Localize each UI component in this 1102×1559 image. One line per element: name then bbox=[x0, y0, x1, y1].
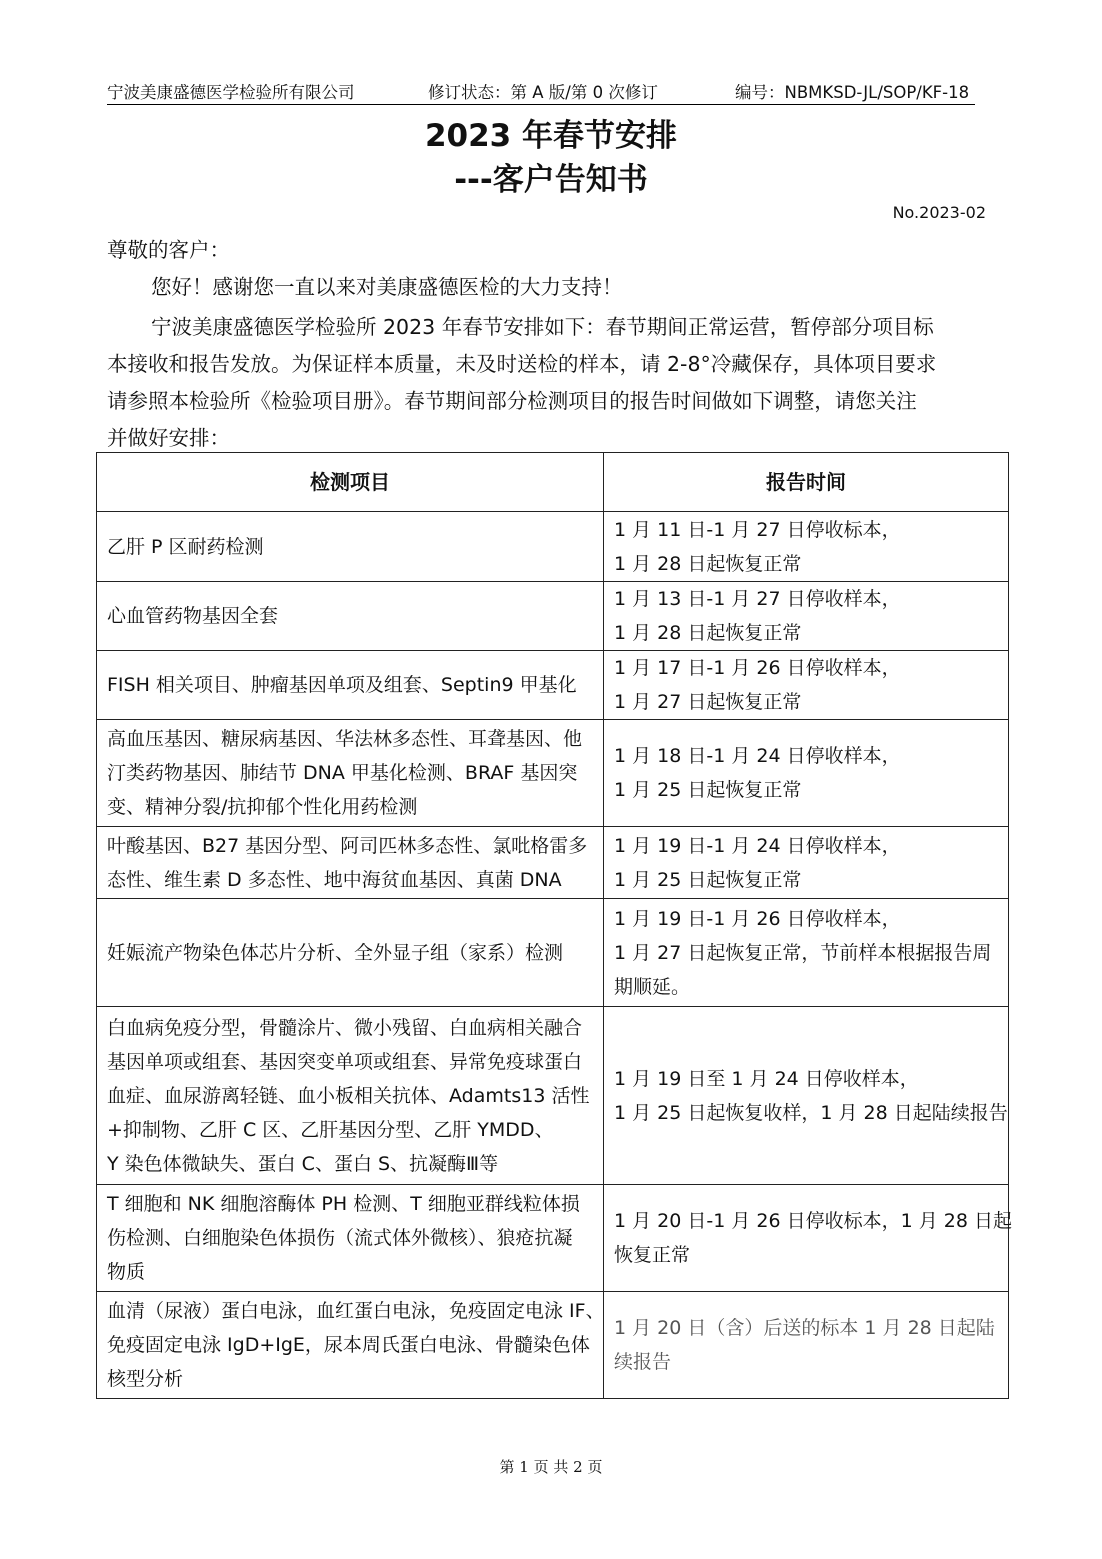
schedule-table-wrap bbox=[96, 452, 1013, 1399]
body-line: 并做好安排： bbox=[107, 426, 230, 450]
time-cell bbox=[604, 720, 1009, 827]
item-cell bbox=[97, 1292, 604, 1399]
time-text: 1 月 28 日起恢复正常 bbox=[614, 622, 802, 644]
thanks-line: 您好！感谢您一直以来对美康盛德医检的大力支持！ bbox=[151, 275, 623, 299]
time-text: 1 月 25 日起恢复收样，1 月 28 日起陆续报告 bbox=[614, 1101, 1008, 1124]
time-cell bbox=[604, 1292, 1009, 1399]
time-cell bbox=[604, 899, 1009, 1007]
item-cell bbox=[97, 827, 604, 899]
item-text: FISH 相关项目、肿瘤基因单项及组套、Septin9 甲基化 bbox=[107, 674, 577, 696]
body-paragraph bbox=[107, 309, 936, 457]
item-text: 免疫固定电泳 IgD+IgE，尿本周氏蛋白电泳、骨髓染色体 bbox=[107, 1334, 590, 1356]
item-text: 妊娠流产物染色体芯片分析、全外显子组（家系）检测 bbox=[107, 941, 564, 964]
item-text: 血清（尿液）蛋白电泳，血红蛋白电泳，免疫固定电泳 IF、 bbox=[107, 1300, 605, 1322]
table-row bbox=[97, 512, 1009, 582]
title-sub: ---客户告知书 bbox=[454, 162, 648, 198]
revision-status: 修订状态：第 A 版/第 0 次修订 bbox=[428, 83, 658, 102]
column-header-item: 检测项目 bbox=[97, 453, 604, 512]
time-cell bbox=[604, 582, 1009, 651]
table-row bbox=[97, 651, 1009, 720]
title-main: 2023 年春节安排 bbox=[424, 118, 678, 154]
item-text: 物质 bbox=[107, 1261, 146, 1283]
time-text: 1 月 20 日（含）后送的标本 1 月 28 日起陆 bbox=[614, 1317, 995, 1339]
time-text: 1 月 25 日起恢复正常 bbox=[614, 868, 802, 891]
item-text: 血症、血尿游离轻链、血小板相关抗体、Adamts13 活性 bbox=[107, 1084, 590, 1107]
time-text: 1 月 17 日-1 月 26 日停收样本， bbox=[614, 657, 901, 679]
table-row bbox=[97, 1185, 1009, 1292]
item-text: 变、精神分裂/抗抑郁个性化用药检测 bbox=[107, 796, 418, 818]
time-cell bbox=[604, 827, 1009, 899]
time-text: 1 月 28 日起恢复正常 bbox=[614, 552, 802, 575]
table-row bbox=[97, 899, 1009, 1007]
item-text: 伤检测、白细胞染色体损伤（流式体外微核）、狼疮抗凝 bbox=[107, 1227, 573, 1249]
time-text: 1 月 19 日-1 月 24 日停收样本， bbox=[614, 834, 901, 857]
notice-number: No.2023-02 bbox=[892, 203, 986, 222]
time-text: 恢复正常 bbox=[614, 1244, 691, 1266]
item-text: 白血病免疫分型，骨髓涂片、微小残留、白血病相关融合 bbox=[107, 1016, 583, 1039]
item-text: 基因单项或组套、基因突变单项或组套、异常免疫球蛋白 bbox=[107, 1050, 583, 1073]
time-text: 续报告 bbox=[614, 1351, 672, 1373]
item-text: 乙肝 P 区耐药检测 bbox=[107, 535, 264, 558]
document-code: 编号：NBMKSD-JL/SOP/KF-18 bbox=[735, 83, 970, 102]
item-cell bbox=[97, 1007, 604, 1185]
column-header-time: 报告时间 bbox=[604, 453, 1009, 512]
item-text: 态性、维生素 D 多态性、地中海贫血基因、真菌 DNA bbox=[107, 868, 562, 891]
item-text: Y 染色体微缺失、蛋白 C、蛋白 S、抗凝酶Ⅲ等 bbox=[107, 1152, 499, 1175]
item-cell bbox=[97, 512, 604, 582]
item-cell bbox=[97, 720, 604, 827]
time-text: 1 月 25 日起恢复正常 bbox=[614, 779, 802, 801]
item-cell bbox=[97, 899, 604, 1007]
time-text: 1 月 13 日-1 月 27 日停收样本， bbox=[614, 588, 901, 610]
table-header-row bbox=[97, 453, 1009, 512]
item-text: 心血管药物基因全套 bbox=[107, 605, 279, 627]
table-row bbox=[97, 720, 1009, 827]
time-cell bbox=[604, 1185, 1013, 1292]
table-row bbox=[97, 1292, 1009, 1399]
time-text: 1 月 19 日至 1 月 24 日停收样本， bbox=[614, 1067, 919, 1090]
item-cell bbox=[97, 1185, 604, 1292]
time-text: 期顺延。 bbox=[614, 975, 691, 998]
table-row bbox=[97, 582, 1009, 651]
time-text: 1 月 27 日起恢复正常，节前样本根据报告周 bbox=[614, 941, 992, 964]
item-text: 汀类药物基因、肺结节 DNA 甲基化检测、BRAF 基因突 bbox=[107, 762, 578, 784]
item-cell bbox=[97, 582, 604, 651]
time-text: 1 月 20 日-1 月 26 日停收标本，1 月 28 日起 bbox=[614, 1210, 1013, 1232]
body-line: 本接收和报告发放。为保证样本质量，未及时送检的样本，请 2-8°冷藏保存，具体项目要求 bbox=[107, 352, 937, 376]
item-text: T 细胞和 NK 细胞溶酶体 PH 检测、T 细胞亚群线粒体损 bbox=[107, 1193, 580, 1215]
time-text: 1 月 11 日-1 月 27 日停收标本， bbox=[614, 518, 901, 541]
time-text: 1 月 18 日-1 月 24 日停收样本， bbox=[614, 745, 901, 767]
time-text: 1 月 19 日-1 月 26 日停收样本， bbox=[614, 907, 901, 930]
time-cell bbox=[604, 651, 1009, 720]
body-line: 宁波美康盛德医学检验所 2023 年春节安排如下：春节期间正常运营，暂停部分项目标 bbox=[151, 315, 934, 339]
time-text: 1 月 27 日起恢复正常 bbox=[614, 691, 802, 713]
schedule-table bbox=[96, 452, 1013, 1399]
item-text: 高血压基因、糖尿病基因、华法林多态性、耳聋基因、他 bbox=[107, 728, 583, 750]
page-footer: 第 1 页 共 2 页 bbox=[499, 1458, 603, 1476]
time-cell bbox=[604, 1007, 1009, 1185]
item-text: +抑制物、乙肝 C 区、乙肝基因分型、乙肝 YMDD、 bbox=[107, 1118, 554, 1141]
table-row bbox=[97, 1007, 1009, 1185]
item-text: 叶酸基因、B27 基因分型、阿司匹林多态性、氯吡格雷多 bbox=[107, 834, 588, 857]
item-text: 核型分析 bbox=[107, 1368, 184, 1390]
table-row bbox=[97, 827, 1009, 899]
body-line: 请参照本检验所《检验项目册》。春节期间部分检测项目的报告时间做如下调整，请您关注 bbox=[107, 389, 917, 413]
greeting: 尊敬的客户： bbox=[107, 238, 230, 262]
document-header bbox=[107, 82, 975, 105]
company-name: 宁波美康盛德医学检验所有限公司 bbox=[107, 83, 355, 102]
item-cell bbox=[97, 651, 604, 720]
time-cell bbox=[604, 512, 1009, 582]
